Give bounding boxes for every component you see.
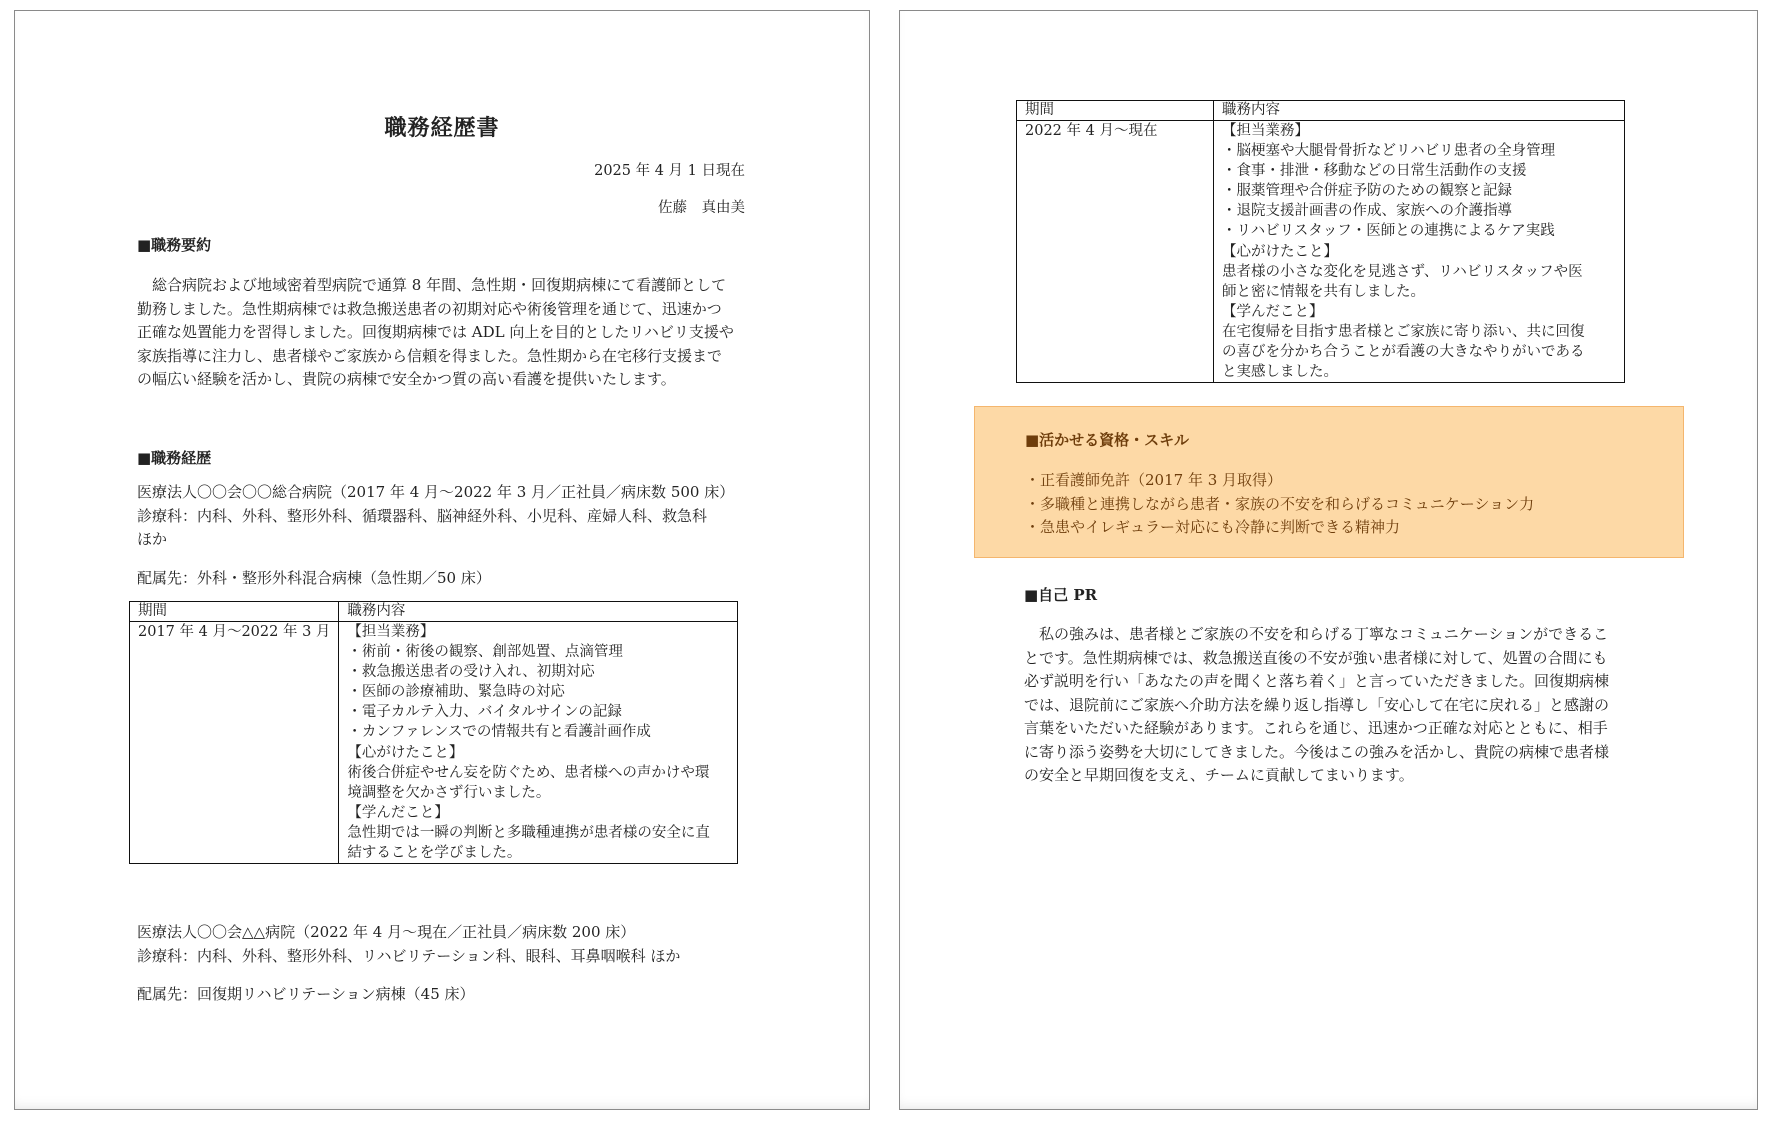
- content-line: ・術前・術後の観察、創部処置、点滴管理: [347, 644, 623, 661]
- content-line: 【心がけたこと】: [1222, 243, 1338, 260]
- skills-list: [1025, 469, 1534, 540]
- content-line: ・退院支援計画書の作成、家族への介護指導: [1222, 203, 1512, 220]
- content-header: 職務内容: [1214, 101, 1625, 121]
- career-heading: ■職務経歴: [137, 449, 212, 467]
- pr-line: 必ず説明を行い「あなたの声を聞くと落ち着く」と言っていただきました。回復期病棟: [1024, 672, 1610, 690]
- content-cell: [1214, 121, 1625, 383]
- content-line: 結することを学びました。: [347, 845, 522, 862]
- employer-2-name: 医療法人〇〇会△△病院（2022 年 4 月〜現在／正社員／病床数 200 床）: [137, 923, 636, 941]
- content-line: 患者様の小さな変化を見逃さず、リハビリスタッフや医: [1222, 263, 1583, 280]
- content-line: 【学んだこと】: [347, 804, 449, 821]
- employer-2-departments: 診療科：内科、外科、整形外科、リハビリテーション科、眼科、耳鼻咽喉科 ほか: [137, 946, 681, 965]
- career-table-1: [129, 601, 738, 864]
- period-cell: 2017 年 4 月〜2022 年 3 月: [130, 622, 339, 864]
- skill-item: ・急患やイレギュラー対応にも冷静に判断できる精神力: [1025, 518, 1401, 536]
- content-line: 術後合併症やせん妄を防ぐため、患者様への声かけや環: [347, 764, 710, 781]
- employer-1-departments: 診療科：内科、外科、整形外科、循環器科、脳神経外科、小児科、産婦人科、救急科: [137, 506, 708, 525]
- document-page-2: [899, 10, 1758, 1110]
- content-line: 【担当業務】: [1222, 123, 1309, 139]
- pr-paragraph: [1024, 623, 1609, 788]
- pr-line: では、退院前にご家族へ介助方法を繰り返し指導し「安心して在宅に戻れる」と感謝の: [1024, 695, 1610, 714]
- document-date: 2025 年 4 月 1 日現在: [594, 163, 745, 179]
- content-line: 【心がけたこと】: [347, 744, 464, 761]
- document-title: 職務経歴書: [384, 115, 500, 141]
- employer-1-info: [137, 481, 734, 590]
- author-name: 佐藤 真由美: [658, 200, 745, 216]
- table-row: [130, 622, 738, 864]
- content-line: ・医師の診療補助、緊急時の対応: [347, 684, 565, 701]
- content-line: 師と密に情報を共有しました。: [1222, 283, 1425, 300]
- summary-line: 正確な処置能力を習得しました。回復期病棟では ADL 向上を目的としたリハビリ支援や: [137, 323, 734, 341]
- content-line: の喜びを分かち合うことが看護の大きなやりがいである: [1222, 344, 1585, 361]
- period-cell: 2022 年 4 月〜現在: [1017, 121, 1214, 383]
- summary-line: の幅広い経験を活かし、貴院の病棟で安全かつ質の高い看護を提供いたします。: [137, 370, 676, 388]
- skill-item: ・正看護師免許（2017 年 3 月取得）: [1025, 471, 1283, 489]
- document-page-1: [14, 10, 870, 1110]
- content-line: ・食事・排泄・移動などの日常生活動作の支援: [1222, 163, 1527, 180]
- content-line: 在宅復帰を目指す患者様とご家族に寄り添い、共に回復: [1222, 323, 1585, 340]
- table-header-row: [130, 602, 738, 622]
- content-header: 職務内容: [339, 602, 738, 622]
- skill-item: ・多職種と連携しながら患者・家族の不安を和らげるコミュニケーション力: [1025, 494, 1535, 513]
- summary-line: 総合病院および地域密着型病院で通算 8 年間、急性期・回復期病棟にて看護師として: [152, 276, 727, 294]
- employer-2-info: [137, 921, 680, 1007]
- content-cell: [339, 622, 738, 864]
- content-line: 急性期では一瞬の判断と多職種連携が患者様の安全に直: [347, 824, 710, 841]
- pr-heading: ■自己 PR: [1024, 586, 1098, 604]
- table-header-row: [1017, 101, 1625, 121]
- summary-line: 家族指導に注力し、患者様やご家族から信頼を得ました。急性期から在宅移行支援まで: [137, 346, 723, 365]
- period-header: 期間: [130, 602, 339, 622]
- content-line: ・電子カルテ入力、バイタルサインの記録: [347, 704, 622, 721]
- skills-heading: ■活かせる資格・スキル: [1025, 431, 1190, 449]
- career-table-2: [1016, 100, 1625, 383]
- summary-heading: ■職務要約: [137, 236, 212, 254]
- period-header: 期間: [1017, 101, 1214, 121]
- employer-1-departments-cont: ほか: [137, 530, 168, 548]
- content-line: ・脳梗塞や大腿骨骨折などリハビリ患者の全身管理: [1222, 143, 1556, 160]
- content-line: ・カンファレンスでの情報共有と看護計画作成: [347, 724, 651, 741]
- content-line: 【担当業務】: [347, 624, 435, 640]
- table-row: [1017, 121, 1625, 383]
- pr-line: とです。急性期病棟では、救急搬送直後の不安が強い患者様に対して、処置の合間にも: [1024, 648, 1608, 667]
- skills-box: [974, 406, 1684, 558]
- summary-paragraph: [137, 274, 734, 392]
- summary-line: 勤務しました。急性期病棟では救急搬送患者の初期対応や術後管理を通じて、迅速かつ: [137, 299, 722, 318]
- pr-line: 言葉をいただいた経験があります。これらを通じ、迅速かつ正確な対応とともに、相手: [1024, 719, 1608, 737]
- employer-1-assigned: 配属先：外科・整形外科混合病棟（急性期／50 床）: [137, 568, 491, 587]
- pr-line: に寄り添う姿勢を大切にしてきました。今後はこの強みを活かし、貴院の病棟で患者様: [1024, 742, 1610, 761]
- content-line: ・救急搬送患者の受け入れ、初期対応: [347, 664, 595, 681]
- content-line: ・リハビリスタッフ・医師との連携によるケア実践: [1222, 223, 1555, 240]
- content-line: 【学んだこと】: [1222, 303, 1324, 320]
- content-line: 境調整を欠かさず行いました。: [347, 784, 551, 801]
- pr-line: の安全と早期回復を支え、チームに貢献してまいります。: [1024, 766, 1414, 784]
- employer-2-assigned: 配属先：回復期リハビリテーション病棟（45 床）: [137, 985, 475, 1003]
- employer-1-name: 医療法人〇〇会〇〇総合病院（2017 年 4 月〜2022 年 3 月／正社員／病床数 500 床）: [137, 483, 735, 501]
- pr-line: 私の強みは、患者様とご家族の不安を和らげる丁寧なコミュニケーションができるこ: [1039, 625, 1609, 643]
- content-line: と実感しました。: [1222, 364, 1338, 381]
- content-line: ・服薬管理や合併症予防のための観察と記録: [1222, 183, 1512, 200]
